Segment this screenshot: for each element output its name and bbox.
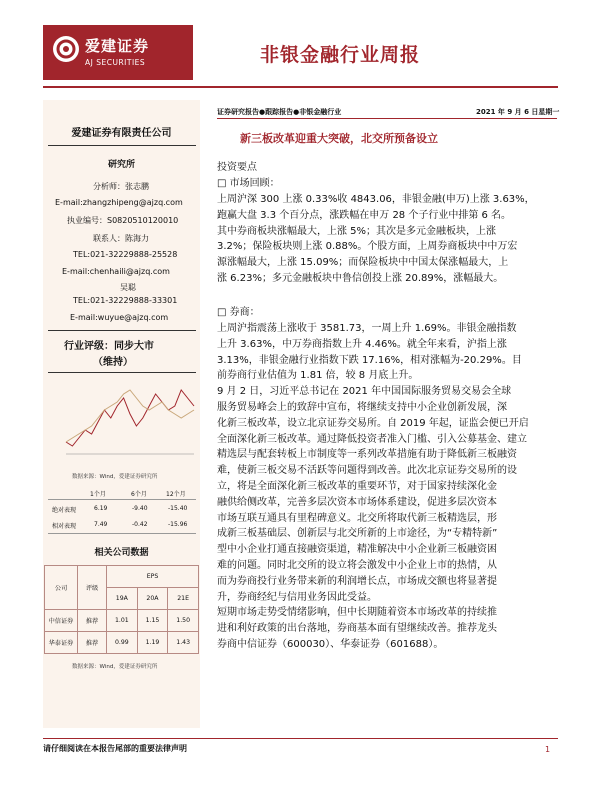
table-rule <box>48 533 196 534</box>
report-type: 证券研究报告●跟踪报告●非银金融行业 <box>217 108 342 116</box>
meta-divider <box>217 118 557 119</box>
chart-source: 数据来源：Wind，爱建证券研究所 <box>72 474 158 480</box>
perf-cell: -9.40 <box>132 505 148 512</box>
text-line: 3.13%，非银金融行业指数下跌 17.16%，相对涨幅为-20.29%。目 <box>217 354 522 366</box>
comp-header: 评级 <box>78 566 107 610</box>
contact2-name: 吴聪 <box>120 283 136 292</box>
footer-divider <box>43 738 558 739</box>
logo-emblem-icon <box>53 36 79 62</box>
performance-chart <box>60 376 200 464</box>
text-line: 短期市场走势受情绪影响，但中长期随着资本市场改革的持续推 <box>217 607 497 619</box>
series-line-0 <box>66 390 194 446</box>
comp-header: EPS <box>107 566 199 588</box>
report-date: 2021 年 9 月 6 日星期一 <box>476 108 560 116</box>
text-line: 券商中信证券（600030）、华泰证券（601688）。 <box>217 638 444 650</box>
text-line: 上升 3.63%，中万券商指数上升 4.46%。就全年来看，沪指上涨 <box>217 338 507 350</box>
brokers-heading: □ 券商： <box>217 307 260 318</box>
comp-cell: 中信证券 <box>45 610 78 632</box>
comp-cell: 推荐 <box>78 632 107 654</box>
company-data-table <box>44 565 199 654</box>
contact-tel: TEL:021-32229888-25528 <box>73 250 178 259</box>
text-line: 服务贸易峰会上的致辞中宣布，将继续支持中小企业创新发展，深 <box>217 401 507 413</box>
text-line: 其中券商板块涨幅最大，上涨 5%；其次是多元金融板块，上涨 <box>217 225 497 237</box>
table-rule <box>48 499 196 500</box>
text-line: 立，将是全面深化新三板改革的重要环节，对于国家持续深化金 <box>217 480 497 492</box>
rating-maintain: （维持） <box>93 357 133 368</box>
comp-cell: 1.43 <box>168 632 199 654</box>
series-line-1 <box>66 390 194 442</box>
comp-cell: 1.15 <box>137 610 168 632</box>
text-line: 涨 6.23%；多元金融板块中鲁信创投上涨 20.89%，涨幅最大。 <box>217 272 504 284</box>
comp-cell: 华泰证券 <box>45 632 78 654</box>
comp-header: 公司 <box>45 566 78 610</box>
comp-header: 20A <box>137 588 168 610</box>
text-line: 9 月 2 日，习近平总书记在 2021 年中国国际服务贸易交易会全球 <box>217 386 512 398</box>
document-title: 新三板改革迎重大突破，北交所预备设立 <box>240 132 438 145</box>
analyst-email[interactable]: E-mail:zhangzhipeng@ajzq.com <box>55 198 183 207</box>
text-line: 跑赢大盘 3.3 个百分点，涨跌幅在申万 28 个子行业中排第 6 名。 <box>217 209 512 221</box>
perf-cell: -0.42 <box>132 521 148 528</box>
contact2-tel: TEL:021-32229888-33301 <box>73 296 178 305</box>
text-line: 上周沪深 300 上涨 0.33%收 4843.06，非银金融(申万)上涨 3.63%， <box>217 194 535 205</box>
perf-row-label: 绝对表现 <box>52 507 77 514</box>
text-line: 前券商行业估值为 1.81 倍，较 8 月底上升。 <box>217 370 419 382</box>
page-number: 1 <box>545 745 551 754</box>
perf-cell: 6.19 <box>94 505 108 512</box>
table-row <box>45 610 199 632</box>
text-line: 市场互联互通具有里程碑意义。北交所将取代新三板精选层，形 <box>217 512 497 524</box>
text-line: 3.2%；保险板块则上涨 0.88%。个股方面，上周券商板块中中万宏 <box>217 241 518 253</box>
report-title: 非银金融行业周报 <box>260 44 421 66</box>
comp-header: 19A <box>107 588 138 610</box>
table-row <box>45 632 199 654</box>
industry-rating: 行业评级：同步大市 <box>64 341 154 352</box>
market-review-body <box>217 192 559 287</box>
comp-cell: 0.99 <box>107 632 138 654</box>
text-line: 全面深化新三板改革。通过降低投资者准入门槛、引入公募基金、建立 <box>217 433 527 445</box>
perf-header-6m: 6个月 <box>131 491 147 498</box>
comp-cell: 1.50 <box>168 610 199 632</box>
text-line: 成新三板基础层、创新层与北交所新的上市途径，为“专精特新” <box>217 528 498 540</box>
text-line: 升，券商经纪与信用业务因此受益。 <box>217 591 377 603</box>
brokers-body <box>217 321 559 653</box>
company-logo <box>43 25 193 80</box>
text-line: 化新三板改革，设立北京证券交易所。自 2019 年起，证监会便已开启 <box>217 417 529 429</box>
table-source: 数据来源：Wind，爱建证券研究所 <box>72 664 158 670</box>
comp-cell: 1.19 <box>137 632 168 654</box>
sidebar-rule <box>48 372 196 373</box>
sidebar-company: 爱建证券有限责任公司 <box>71 128 172 139</box>
market-review-heading: □ 市场回顾： <box>217 178 280 189</box>
text-line: 进和利好政策的出台落地，券商基本面有望继续改善。推荐龙头 <box>217 623 497 635</box>
sidebar-rule <box>48 145 196 146</box>
text-line: 上周沪指震荡上涨收于 3581.73，一周上升 1.69%。非银金融指数 <box>217 323 517 334</box>
comp-cell: 推荐 <box>78 610 107 632</box>
text-line: 而为券商投行业务带来新的利润增长点，市场成交额也将显著提 <box>217 575 497 587</box>
contact-line: 联系人：陈海力 <box>93 234 149 243</box>
sidebar-rule <box>48 330 196 331</box>
perf-cell: 7.49 <box>94 521 108 528</box>
logo-text-en: AJ SECURITIES <box>85 58 146 67</box>
text-line: 融供给侧改革，完善多层次资本市场体系建设，促进多层次资本 <box>217 496 497 508</box>
research-label: 研究所 <box>107 160 135 170</box>
perf-cell: -15.40 <box>168 505 188 512</box>
text-line: 型中小企业打通直接融资渠道，精准解决中小企业新三板融资困 <box>217 544 497 556</box>
text-line: 难，使新三板交易不活跃等问题得到改善。此次北京证券交易所的设 <box>217 465 517 477</box>
header-divider <box>43 86 558 88</box>
text-line: 精选层与配套转板上市制度等一系列改革措施有助于降低新三板融资 <box>217 449 517 461</box>
perf-row-label: 相对表现 <box>52 523 77 530</box>
comp-cell: 1.01 <box>107 610 138 632</box>
company-data-title: 相关公司数据 <box>94 548 149 558</box>
perf-header-1m: 1个月 <box>90 491 106 498</box>
text-line: 源涨幅最大，上涨 15.09%；而保险板块中中国太保涨幅最大，上 <box>217 257 509 269</box>
perf-cell: -15.96 <box>168 521 188 528</box>
logo-text-cn: 爱建证券 <box>85 37 150 55</box>
legal-disclaimer-link[interactable]: 请仔细阅读在本报告尾部的重要法律声明 <box>43 744 187 753</box>
license-number: 执业编号：S0820510120010 <box>67 216 179 225</box>
contact2-email[interactable]: E-mail:wuyue@ajzq.com <box>70 313 169 322</box>
contact-email[interactable]: E-mail:chenhaili@ajzq.com <box>62 267 170 276</box>
text-line: 难的问题。同时北交所的设立将会激发中小企业上市的热情，从 <box>217 559 497 571</box>
invest-points-heading: 投资要点 <box>217 162 257 173</box>
analyst-line: 分析师：张志鹏 <box>93 182 149 191</box>
perf-header-12m: 12个月 <box>166 491 186 498</box>
comp-header: 21E <box>168 588 199 610</box>
